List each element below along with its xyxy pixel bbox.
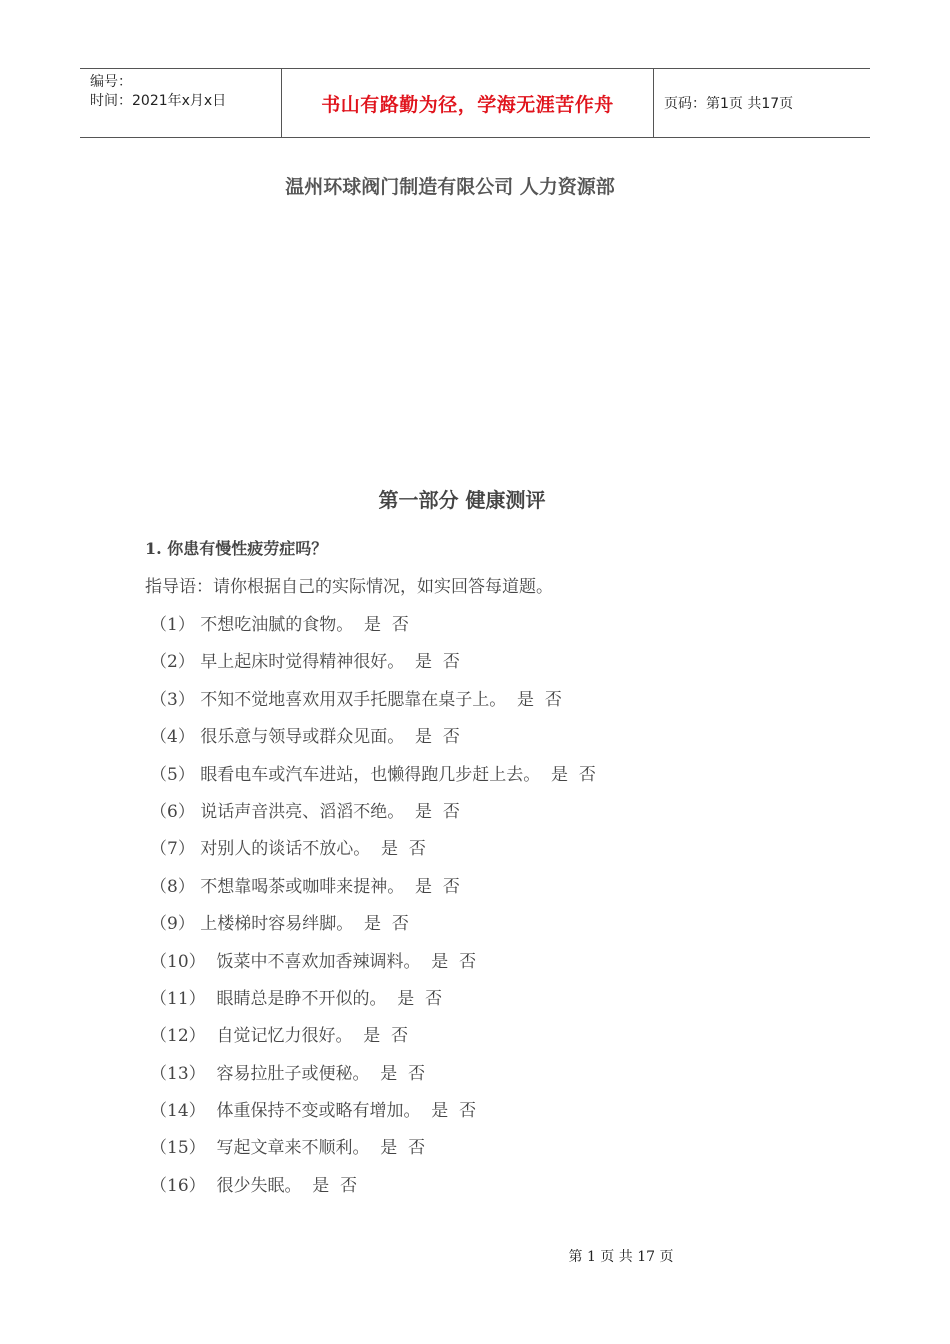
item-options: 是 否	[415, 876, 460, 897]
item-text: 写起文章来不顺利。	[216, 1138, 370, 1159]
item-number: （14）	[150, 1101, 206, 1122]
list-item	[150, 1133, 596, 1170]
list-item	[150, 947, 596, 984]
item-options: 是 否	[380, 1063, 426, 1084]
item-text: 不想吃油腻的食物。	[200, 615, 354, 635]
header-table	[80, 68, 870, 138]
item-text: 自觉记忆力很好。	[216, 1026, 353, 1047]
item-number: （4）	[150, 727, 195, 748]
item-number: （7）	[150, 839, 195, 860]
list-item	[150, 1171, 596, 1208]
page-info: 页码：第1页 共17页	[664, 96, 794, 112]
list-item	[150, 984, 596, 1021]
item-number: （13）	[150, 1063, 206, 1084]
item-options: 是 否	[517, 689, 562, 710]
item-text: 饭菜中不喜欢加香辣调料。	[216, 951, 421, 972]
item-options: 是 否	[364, 914, 409, 935]
item-options: 是 否	[380, 1138, 426, 1159]
item-options: 是 否	[415, 727, 460, 748]
item-number: （12）	[150, 1026, 206, 1047]
list-item	[150, 647, 596, 684]
item-number: （1）	[150, 615, 195, 635]
item-text: 对别人的谈话不放心。	[200, 839, 371, 860]
item-text: 眼睛总是睁不开似的。	[216, 988, 387, 1009]
item-text: 很少失眠。	[216, 1175, 302, 1196]
list-item	[150, 1096, 596, 1133]
list-item	[150, 722, 596, 759]
question-title: 1. 你患有慢性疲劳症吗？	[145, 539, 328, 558]
item-number: （2）	[150, 652, 195, 673]
part-title: 第一部分 健康测评	[378, 488, 546, 512]
list-item	[150, 1021, 596, 1058]
header-left-cell	[80, 69, 281, 137]
number-label: 编号：	[90, 74, 132, 90]
list-item	[150, 610, 596, 647]
item-number: （3）	[150, 689, 195, 710]
header-motto-cell	[281, 69, 654, 137]
item-number: （10）	[150, 951, 206, 972]
list-item	[150, 760, 596, 797]
item-number: （5）	[150, 764, 195, 785]
item-options: 是 否	[431, 1101, 477, 1122]
item-options: 是 否	[312, 1175, 358, 1196]
item-options: 是 否	[397, 988, 443, 1009]
list-item	[150, 685, 596, 722]
company-name: 温州环球阀门制造有限公司 人力资源部	[285, 176, 615, 198]
guide-text: 指导语：请你根据自己的实际情况，如实回答每道题。	[145, 577, 553, 597]
item-options: 是 否	[431, 951, 477, 972]
item-options: 是 否	[415, 801, 460, 822]
item-number: （16）	[150, 1175, 206, 1196]
item-text: 不知不觉地喜欢用双手托腮靠在桌子上。	[200, 689, 507, 710]
item-options: 是 否	[381, 839, 426, 860]
item-text: 眼看电车或汽车进站，也懒得跑几步赶上去。	[200, 764, 541, 785]
item-text: 体重保持不变或略有增加。	[216, 1101, 421, 1122]
page-footer: 第 1 页 共 17 页	[568, 1249, 674, 1265]
list-item	[150, 1059, 596, 1096]
motto: 书山有路勤为径，学海无涯苦作舟	[321, 93, 614, 116]
list-item	[150, 797, 596, 834]
list-item	[150, 834, 596, 871]
item-text: 说话声音洪亮、滔滔不绝。	[200, 801, 405, 822]
item-text: 上楼梯时容易绊脚。	[200, 914, 354, 935]
item-text: 很乐意与领导或群众见面。	[200, 727, 405, 748]
list-item	[150, 872, 596, 909]
item-options: 是 否	[364, 615, 409, 635]
item-text: 容易拉肚子或便秘。	[216, 1063, 370, 1084]
item-options: 是 否	[415, 652, 460, 673]
item-number: （9）	[150, 914, 195, 935]
item-text: 早上起床时觉得精神很好。	[200, 652, 405, 673]
item-number: （8）	[150, 876, 195, 897]
item-number: （6）	[150, 801, 195, 822]
time-label: 时间：2021年x月x日	[90, 93, 227, 109]
item-number: （11）	[150, 988, 206, 1009]
item-text: 不想靠喝茶或咖啡来提神。	[200, 876, 405, 897]
header-page-cell	[654, 69, 870, 137]
item-number: （15）	[150, 1138, 206, 1159]
item-options: 是 否	[363, 1026, 409, 1047]
list-item	[150, 909, 596, 946]
question-list	[150, 610, 596, 1208]
item-options: 是 否	[551, 764, 596, 785]
